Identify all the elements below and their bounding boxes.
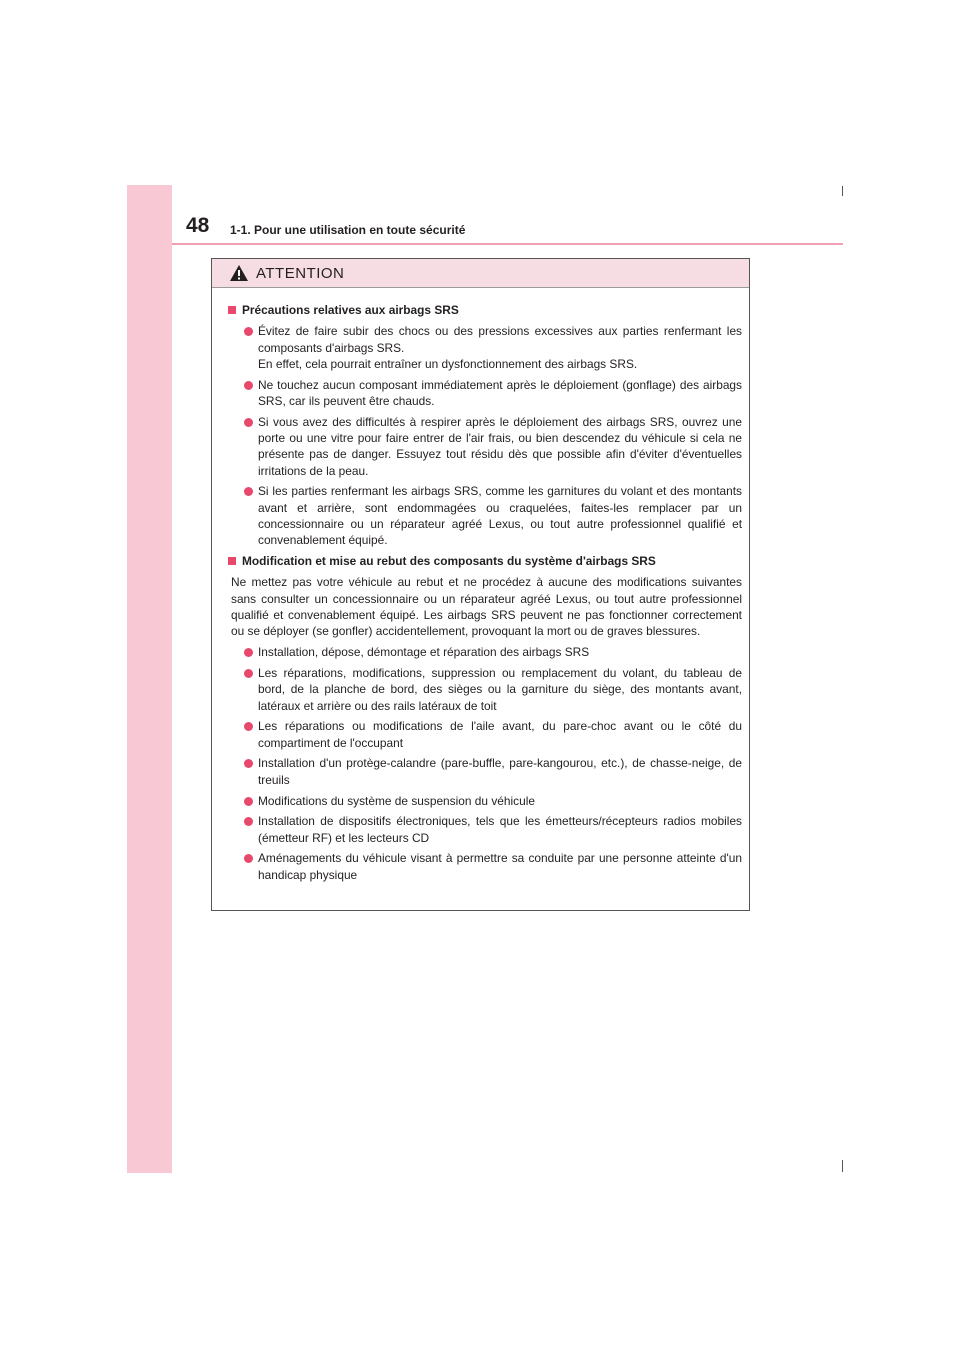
list-item: Si les parties renfermant les airbags SRS, comme les garnitures du volant et des montants avant et arrière, sont endommagées ou craquelées, faites-les remplacer par un concessionnaire ou un réparateur agréé Lexus, ou tout autre professionnel qualifié et convenablement équipé. bbox=[228, 483, 742, 548]
list-item: Installation d'un protège-calandre (pare-buffle, pare-kangourou, etc.), de chasse-neige, de treuils bbox=[228, 755, 742, 788]
list-item: Installation, dépose, démontage et réparation des airbags SRS bbox=[228, 644, 742, 660]
section-paragraph: Ne mettez pas votre véhicule au rebut et ne procédez à aucune des modifications suivantes sans consulter un concessionnaire ou un réparateur agréé Lexus, ou tout autre professionnel qualifié et convenablement équipé. Les airbags SRS peuvent ne pas fonctionner correctement ou se déployer (se gonfler) accidentellement, provoquant la mort ou de graves blessures. bbox=[231, 575, 742, 639]
list-item: Les réparations, modifications, suppression ou remplacement du volant, du tableau de bord, de la planche de bord, des sièges ou la garniture du siège, des montants avant, latéraux et arrière ou des rails latéraux de toit bbox=[228, 665, 742, 714]
page-number: 48 bbox=[186, 214, 210, 237]
attention-content bbox=[212, 288, 749, 883]
list-item: Si vous avez des difficultés à respirer après le déploiement des airbags SRS, ouvrez une porte ou une vitre pour faire entrer de l'air frais, ou bien descendez du véhicule si cela ne présente pas de danger. Essuyez tout résidu dès que possible afin d'éviter d'éventuelles irritations de la peau. bbox=[228, 414, 742, 479]
warning-triangle-icon bbox=[229, 264, 249, 282]
attention-box bbox=[211, 258, 750, 911]
bullet-dot-icon bbox=[244, 381, 253, 390]
attention-header bbox=[212, 259, 749, 288]
bullet-dot-icon bbox=[244, 759, 253, 768]
crop-mark-top bbox=[842, 186, 843, 196]
section-heading: Modification et mise au rebut des composants du système d'airbags SRS bbox=[228, 553, 742, 569]
square-bullet-icon bbox=[228, 557, 236, 565]
bullet-dot-icon bbox=[244, 722, 253, 731]
list-item: Aménagements du véhicule visant à permettre sa conduite par une personne atteinte d'un handicap physique bbox=[228, 850, 742, 883]
list-item: Évitez de faire subir des chocs ou des pressions excessives aux parties renfermant les composants d'airbags SRS. En effet, cela pourrait entraîner un dysfonctionnement des airbags SRS. bbox=[228, 323, 742, 372]
list-item: Modifications du système de suspension du véhicule bbox=[228, 793, 742, 809]
side-color-band bbox=[127, 185, 172, 1173]
bullet-dot-icon bbox=[244, 327, 253, 336]
bullet-dot-icon bbox=[244, 648, 253, 657]
list-item: Ne touchez aucun composant immédiatement après le déploiement (gonflage) des airbags SRS, car ils peuvent être chauds. bbox=[228, 377, 742, 410]
attention-label: ATTENTION bbox=[256, 264, 345, 282]
crop-mark-bottom bbox=[842, 1160, 843, 1172]
bullet-dot-icon bbox=[244, 817, 253, 826]
bullet-dot-icon bbox=[244, 418, 253, 427]
header-rule bbox=[172, 243, 843, 245]
bullet-dot-icon bbox=[244, 669, 253, 678]
list-item: Installation de dispositifs électroniques, tels que les émetteurs/récepteurs radios mobiles (émetteur RF) et les lecteurs CD bbox=[228, 813, 742, 846]
bullet-dot-icon bbox=[244, 797, 253, 806]
bullet-dot-icon bbox=[244, 487, 253, 496]
list-item: Les réparations ou modifications de l'aile avant, du pare-choc avant ou le côté du compartiment de l'occupant bbox=[228, 718, 742, 751]
bullet-dot-icon bbox=[244, 854, 253, 863]
square-bullet-icon bbox=[228, 306, 236, 314]
section-title: 1-1. Pour une utilisation en toute sécurité bbox=[230, 223, 466, 237]
section-heading: Précautions relatives aux airbags SRS bbox=[228, 302, 742, 318]
